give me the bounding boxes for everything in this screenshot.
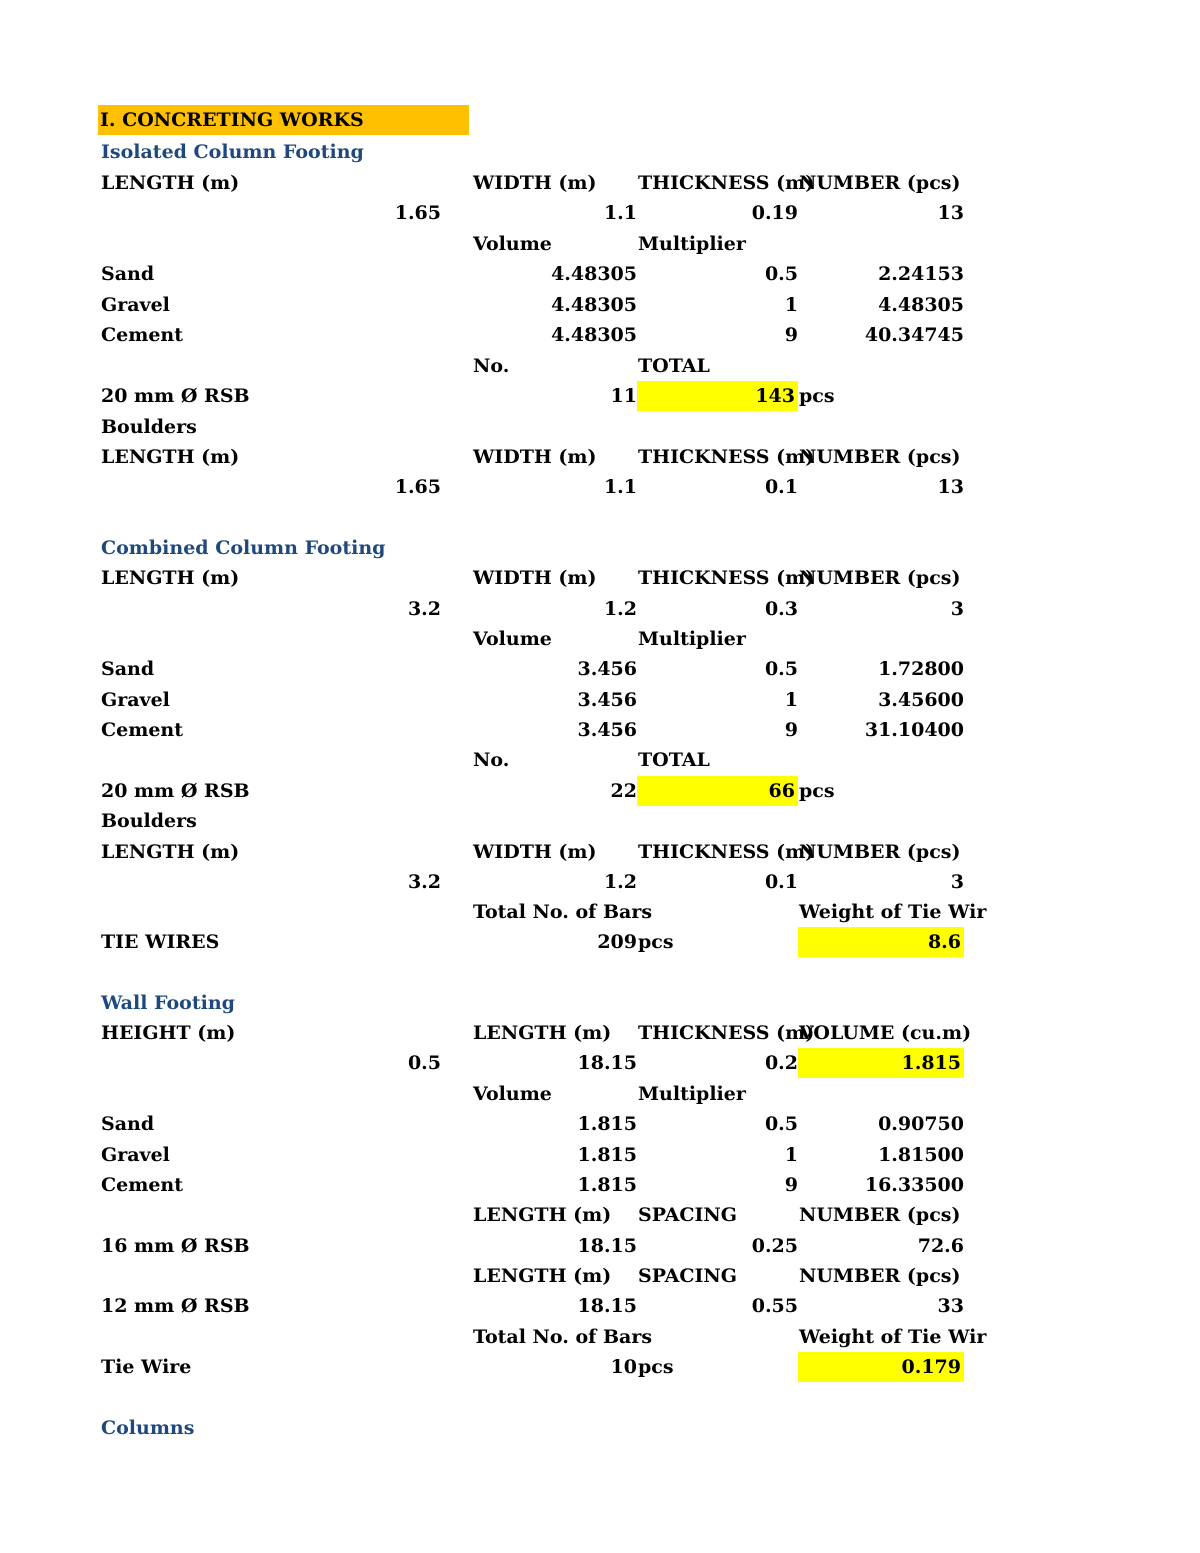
sheet-cell[interactable]: 0.5 [764,1113,798,1135]
sheet-cell[interactable]: 18.15 [577,1295,637,1317]
sheet-row [0,1048,1200,1078]
sheet-cell[interactable]: 1.2 [603,871,637,893]
highlighted-cell[interactable]: 8.6 [798,927,964,957]
sheet-row [0,624,1200,654]
sheet-cell[interactable]: THICKNESS (m) [638,567,815,589]
sheet-cell[interactable]: No. [473,355,510,377]
sheet-row [0,867,1200,897]
sheet-row [0,1291,1200,1321]
sheet-cell[interactable]: 1.815 [577,1113,637,1135]
sheet-cell[interactable]: 16 mm Ø RSB [101,1235,250,1257]
sheet-cell[interactable]: VOLUME (cu.m) [799,1022,972,1044]
sheet-cell[interactable]: Gravel [101,294,170,316]
sheet-cell[interactable]: 9 [784,719,798,741]
sheet-cell[interactable]: NUMBER (pcs) [799,841,961,863]
sheet-row [0,897,1200,927]
sheet-cell[interactable]: 31.10400 [864,719,964,741]
sheet-row [0,1018,1200,1048]
sheet-row [0,442,1200,472]
highlighted-cell[interactable]: 143 [637,381,798,411]
sheet-row [0,137,1200,167]
sheet-cell[interactable]: Multiplier [638,233,746,255]
sheet-cell[interactable]: THICKNESS (m) [638,841,815,863]
sheet-row [0,1261,1200,1291]
sheet-cell[interactable]: 3.45600 [878,689,964,711]
sheet-cell[interactable]: pcs [799,780,835,802]
sheet-cell[interactable]: 1.81500 [878,1144,964,1166]
sheet-row [0,837,1200,867]
sheet-cell[interactable]: 3.456 [577,719,637,741]
sheet-cell[interactable]: pcs [799,385,835,407]
sheet-row [0,1322,1200,1352]
sheet-cell[interactable]: 0.5 [764,263,798,285]
sheet-row [0,1079,1200,1109]
sheet-cell[interactable]: NUMBER (pcs) [799,567,961,589]
sheet-row [0,685,1200,715]
sheet-cell[interactable]: NUMBER (pcs) [799,1204,961,1226]
sheet-row [0,776,1200,806]
sheet-cell[interactable]: Sand [101,658,155,680]
sheet-cell[interactable]: pcs [638,931,674,953]
sheet-row [0,229,1200,259]
sheet-cell[interactable]: NUMBER (pcs) [799,446,961,468]
sheet-row [0,594,1200,624]
sheet-row [0,1140,1200,1170]
sheet-cell[interactable]: WIDTH (m) [473,567,597,589]
sheet-cell[interactable]: 22 [610,780,637,802]
sheet-row [0,806,1200,836]
sheet-row [0,1413,1200,1443]
sheet-cell[interactable]: Multiplier [638,1083,746,1105]
sheet-cell[interactable]: LENGTH (m) [101,446,240,468]
sheet-cell[interactable]: 20 mm Ø RSB [101,385,250,407]
sheet-cell[interactable]: 1 [784,294,798,316]
sheet-cell[interactable]: LENGTH (m) [101,172,240,194]
sheet-cell[interactable]: TIE WIRES [101,931,220,953]
sheet-row [0,1352,1200,1382]
sheet-cell[interactable]: 11 [610,385,637,407]
sheet-cell[interactable]: 10 [610,1356,637,1378]
sheet-cell[interactable]: Volume [473,628,552,650]
sheet-cell[interactable]: 12 mm Ø RSB [101,1295,250,1317]
sheet-cell[interactable]: TOTAL [638,355,710,377]
sheet-cell[interactable]: 1.815 [577,1174,637,1196]
sheet-cell[interactable]: HEIGHT (m) [101,1022,236,1044]
sheet-cell[interactable]: 1.815 [577,1144,637,1166]
sheet-cell[interactable]: 4.48305 [878,294,964,316]
sheet-cell[interactable]: 1.1 [603,476,637,498]
sheet-cell[interactable]: pcs [638,1356,674,1378]
sheet-cell[interactable]: LENGTH (m) [101,567,240,589]
sheet-row [0,351,1200,381]
sheet-cell[interactable]: 2.24153 [878,263,964,285]
sheet-row [0,563,1200,593]
sheet-row [0,1200,1200,1230]
sheet-row [0,1109,1200,1139]
sheet-row [0,290,1200,320]
sheet-cell[interactable]: 0.90750 [878,1113,964,1135]
sheet-cell[interactable]: Total No. of Bars [473,1326,653,1348]
sheet-cell[interactable]: 18.15 [577,1235,637,1257]
sheet-cell[interactable]: 4.48305 [551,263,637,285]
sheet-cell[interactable]: Cement [101,1174,183,1196]
sheet-row [0,198,1200,228]
sheet-cell[interactable]: Volume [473,233,552,255]
sheet-cell[interactable]: 3.456 [577,689,637,711]
sheet-cell[interactable]: 0.25 [751,1235,798,1257]
sheet-cell[interactable]: LENGTH (m) [101,841,240,863]
sheet-cell[interactable]: Cement [101,324,183,346]
highlighted-cell[interactable]: 0.179 [798,1352,964,1382]
sheet-cell[interactable]: SPACING [638,1204,737,1226]
sheet-cell[interactable]: Sand [101,263,155,285]
sheet-cell[interactable]: 1.65 [394,202,441,224]
sheet-cell[interactable]: 16.33500 [864,1174,964,1196]
sheet-cell[interactable]: Weight of Tie Wir [799,901,987,923]
sheet-cell[interactable]: No. [473,749,510,771]
sheet-cell[interactable]: 0.2 [764,1052,798,1074]
sheet-row [0,1170,1200,1200]
sheet-cell[interactable]: NUMBER (pcs) [799,1265,961,1287]
sheet-cell[interactable]: 209 [597,931,637,953]
sheet-row [0,927,1200,957]
sheet-cell[interactable]: 1 [784,689,798,711]
sheet-cell[interactable]: 1.65 [394,476,441,498]
sheet-cell[interactable]: 4.48305 [551,324,637,346]
sheet-cell[interactable]: Cement [101,719,183,741]
sheet-cell[interactable]: 18.15 [577,1052,637,1074]
sheet-row [0,715,1200,745]
sheet-cell[interactable]: 1.1 [603,202,637,224]
sheet-cell[interactable]: 33 [937,1295,964,1317]
sheet-row [0,654,1200,684]
sheet-row [0,988,1200,1018]
sheet-cell[interactable]: Gravel [101,1144,170,1166]
sheet-cell[interactable]: THICKNESS (m) [638,1022,815,1044]
sheet-row [0,259,1200,289]
sheet-cell[interactable]: Total No. of Bars [473,901,653,923]
sheet-cell[interactable]: 40.34745 [864,324,964,346]
sheet-cell[interactable]: THICKNESS (m) [638,446,815,468]
section-title[interactable]: Wall Footing [101,992,235,1014]
sheet-row [0,1231,1200,1261]
sheet-row [0,412,1200,442]
sheet-cell[interactable]: 72.6 [917,1235,964,1257]
sheet-cell[interactable]: 9 [784,324,798,346]
sheet-cell[interactable]: WIDTH (m) [473,446,597,468]
sheet-row [0,472,1200,502]
sheet-row [0,168,1200,198]
sheet-cell[interactable]: 3 [950,871,964,893]
sheet-cell[interactable]: SPACING [638,1265,737,1287]
sheet-cell[interactable]: 1.72800 [878,658,964,680]
sheet-row [0,533,1200,563]
sheet-row [0,320,1200,350]
sheet-cell[interactable]: 4.48305 [551,294,637,316]
sheet-cell[interactable]: 0.19 [751,202,798,224]
sheet-cell[interactable]: Weight of Tie Wir [799,1326,987,1348]
sheet-cell[interactable]: LENGTH (m) [473,1204,612,1226]
section-title[interactable]: Columns [101,1417,195,1439]
section-title[interactable]: Isolated Column Footing [101,141,364,163]
sheet-cell[interactable]: 1 [784,1144,798,1166]
sheet-cell[interactable]: 1.2 [603,598,637,620]
sheet-row [0,745,1200,775]
highlighted-cell[interactable]: 66 [637,776,798,806]
sheet-cell[interactable]: 9 [784,1174,798,1196]
sheet-cell[interactable]: LENGTH (m) [473,1265,612,1287]
sheet-cell[interactable]: 0.1 [764,871,798,893]
sheet-cell[interactable]: LENGTH (m) [473,1022,612,1044]
sheet-cell[interactable]: Sand [101,1113,155,1135]
sheet-cell[interactable]: WIDTH (m) [473,841,597,863]
sheet-cell[interactable]: Boulders [101,416,197,438]
section-title[interactable]: Combined Column Footing [101,537,386,559]
sheet-row [0,381,1200,411]
sheet-cell[interactable]: Multiplier [638,628,746,650]
sheet-cell[interactable]: 3.456 [577,658,637,680]
sheet-cell[interactable]: TOTAL [638,749,710,771]
sheet-row [0,105,1200,135]
sheet-cell[interactable]: 0.1 [764,476,798,498]
sheet-cell[interactable]: 3 [950,598,964,620]
sheet-cell[interactable]: Tie Wire [101,1356,192,1378]
sheet-cell[interactable]: 3.2 [407,598,441,620]
sheet-cell[interactable]: Gravel [101,689,170,711]
sheet-cell[interactable]: NUMBER (pcs) [799,172,961,194]
sheet-cell[interactable]: 3.2 [407,871,441,893]
sheet-cell[interactable]: Boulders [101,810,197,832]
sheet-cell[interactable]: Volume [473,1083,552,1105]
sheet-cell[interactable]: 0.55 [751,1295,798,1317]
highlighted-cell[interactable]: 1.815 [798,1048,964,1078]
sheet-cell[interactable]: 0.3 [764,598,798,620]
sheet-cell[interactable]: WIDTH (m) [473,172,597,194]
sheet-cell[interactable]: 0.5 [764,658,798,680]
sheet-cell[interactable]: THICKNESS (m) [638,172,815,194]
sheet-cell[interactable]: 13 [937,202,964,224]
highlighted-cell[interactable]: I. CONCRETING WORKS [98,105,469,135]
sheet-cell[interactable]: 20 mm Ø RSB [101,780,250,802]
sheet-cell[interactable]: 0.5 [407,1052,441,1074]
sheet-cell[interactable]: 13 [937,476,964,498]
